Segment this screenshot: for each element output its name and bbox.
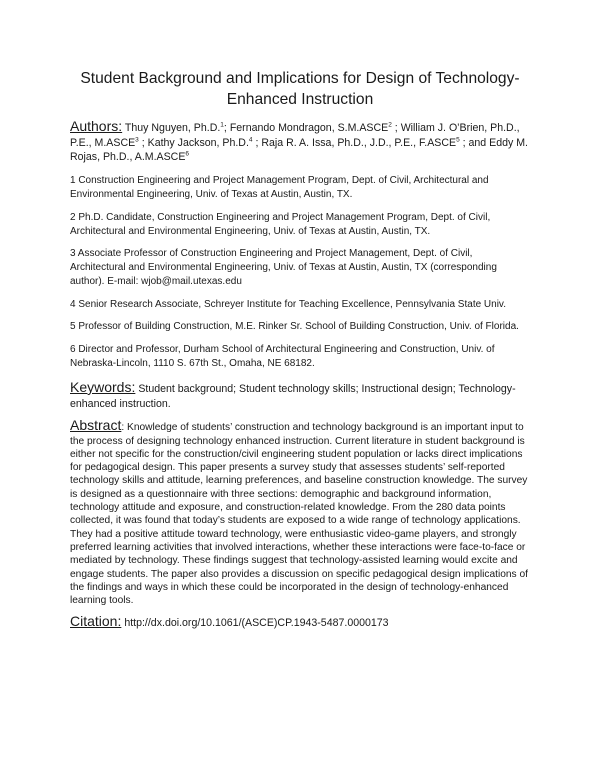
affiliation-3: 3 Associate Professor of Construction Engineering and Project Management, Dept. of Civil, Architectural and Environmental Engineering, Univ. of Texas at Austin, Austin, TX (corresponding author). E-mail: wjob@mail.utexas.edu (70, 248, 497, 287)
affiliation-5: 5 Professor of Building Construction, M.E. Rinker Sr. School of Building Construction, Univ. of Florida. (70, 321, 519, 333)
author-name: Kathy Jackson, Ph.D. (147, 136, 249, 149)
author-separator: ; (223, 122, 230, 134)
authors-block (70, 119, 530, 165)
abstract-label: Abstract (70, 417, 122, 434)
affiliation-1: 1 Construction Engineering and Project Management Program, Dept. of Civil, Architectural and Environmental Engineering, Univ. of Texas at Austin, Austin, TX. (70, 175, 489, 200)
abstract-text: : Knowledge of students’ construction and technology background is an important input to the process of designing technology enhanced instruction. Current literature in student background is either not specific for the construction/civil engineering student population or lacks direct implications for pedagogical design. This paper presents a survey study that assesses students’ self-reported technology skills and attitude, learning preferences, and baseline construction knowledge. The survey is designed as a questionnaire with three sections: demographic and background information, technology attitude and exposure, and construction-related knowledge. From the 280 data points collected, it was found that today’s students are exposed to a wide range of technology applications. They had a positive attitude toward technology, were enthusiastic video-game players, and strongly preferred learning activities that involved interactions, whether these interactions were face-to-face or mediated by technology. These findings suggest that technology-assisted learning would excite and engage students. The paper also provides a discussion on specific pedagogical design implications of the findings and ways in which these could be incorporated in the design of technology-enhanced learning tools. (70, 422, 528, 607)
author-separator: ; (252, 136, 262, 149)
keywords-label: Keywords: (70, 378, 136, 395)
paper-page (70, 68, 530, 631)
authors-label: Authors: (70, 118, 123, 134)
author-affiliation-number: 1 (220, 121, 224, 129)
affiliation-4: 4 Senior Research Associate, Schreyer Institute for Teaching Excellence, Pennsylvania State Univ. (70, 298, 506, 310)
affiliation-6: 6 Director and Professor, Durham School of Architectural Engineering and Construction, Univ. of Nebraska-Lincoln, 1110 S. 67th St., Omaha, NE 68182. (70, 344, 495, 370)
author-name: Thuy Nguyen, Ph.D. (124, 122, 221, 134)
author-affiliation-number: 6 (185, 150, 190, 158)
affiliation-2: 2 Ph.D. Candidate, Construction Engineering and Project Management Program, Dept. of Civil, Architectural and Environmental Engineering, Univ. of Texas at Austin, Austin, TX. (70, 211, 491, 237)
author-affiliation-number: 3 (135, 136, 139, 144)
author-name: Fernando Mondragon, S.M.ASCE (229, 122, 389, 134)
author-separator: ; and (459, 136, 490, 149)
author-name: William J. O’Brien, Ph.D., P.E., M.ASCE (70, 122, 520, 149)
author-separator: ; (138, 136, 148, 149)
author-separator: ; (391, 122, 401, 134)
author-affiliation-number: 2 (388, 121, 392, 129)
citation-block (70, 614, 530, 631)
authors-list (70, 122, 528, 163)
keywords-text: Student background; Student technology skills; Instructional design; Technology-enhanced instruction. (70, 382, 516, 410)
author-affiliation-number: 4 (248, 136, 253, 144)
keywords-block (70, 380, 530, 411)
abstract-block (70, 419, 530, 607)
citation-label: Citation: (70, 613, 122, 630)
author-affiliation-number: 5 (456, 136, 460, 144)
paper-title: Student Background and Implications for Design of Technology-Enhanced Instruction (80, 70, 520, 108)
citation-doi: http://dx.doi.org/10.1061/(ASCE)CP.1943-5487.0000173 (124, 617, 389, 630)
author-name: Eddy M. Rojas, Ph.D., A.M.ASCE (70, 136, 528, 164)
author-name: Raja R. A. Issa, Ph.D., J.D., P.E., F.ASCE (261, 136, 457, 149)
